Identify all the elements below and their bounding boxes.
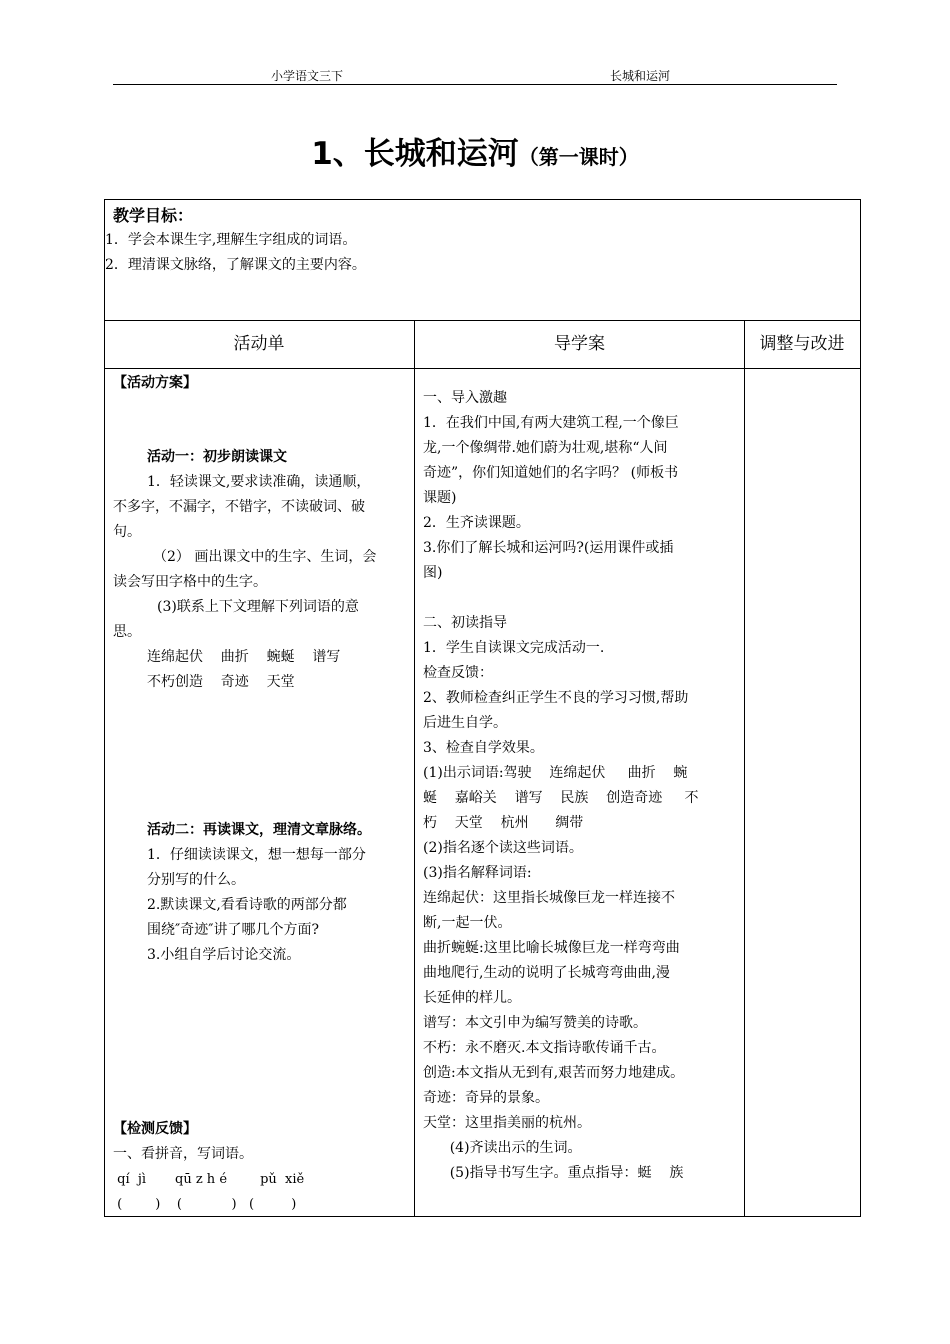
title-sub: （第一课时） <box>518 145 639 169</box>
table-divider <box>104 368 860 369</box>
activity-two-heading: 活动二：再读课文，理清文章脉络。 <box>147 822 371 838</box>
guide-line: 奇迹”，你们知道她们的名字吗？ (师板书 <box>423 465 679 481</box>
activity-line: 读会写田字格中的生字。 <box>113 574 267 590</box>
guide-line: 蜒 嘉峪关 谱写 民族 创造奇迹 不 <box>423 790 699 806</box>
guide-line: (5)指导书写生字。重点指导：蜓 族 <box>423 1165 684 1181</box>
guide-line: 3.你们了解长城和运河吗?(运用课件或插 <box>423 540 674 556</box>
activity-line: 3.小组自学后讨论交流。 <box>147 947 301 963</box>
activity-line: 1．仔细读读课文，想一想每一部分 <box>147 847 366 863</box>
table-divider <box>414 320 415 1216</box>
activity-line: 句。 <box>113 524 141 540</box>
activity-line: （2） 画出课文中的生字、生词，会 <box>153 549 377 565</box>
guide-line: (1)出示词语:驾驶 连绵起伏 曲折 蜿 <box>423 765 688 781</box>
guide-line: 连绵起伏：这里指长城像巨龙一样连接不 <box>423 890 675 906</box>
answer-blanks: ( ) ( ) ( ) <box>113 1197 297 1212</box>
guide-line: 朽 天堂 杭州 绸带 <box>423 815 584 831</box>
activity-line: 围绕″奇迹″讲了哪几个方面? <box>147 922 319 938</box>
plan-heading: 【活动方案】 <box>113 375 197 391</box>
check-line: 一、看拼音，写词语。 <box>113 1146 253 1162</box>
activity-line: (3)联系上下文理解下列词语的意 <box>157 599 359 615</box>
column-guide: 导学案 <box>554 334 605 354</box>
guide-line: 检查反馈： <box>423 665 493 681</box>
guide-line: 二、初读指导 <box>423 615 507 631</box>
header-lesson: 长城和运河 <box>610 69 671 83</box>
guide-line: 图) <box>423 565 443 581</box>
column-activity: 活动单 <box>233 334 285 354</box>
guide-line: 长延伸的样儿。 <box>423 990 521 1006</box>
check-heading: 【检测反馈】 <box>113 1121 197 1137</box>
guide-line: 1．学生自读课文完成活动一. <box>423 640 605 656</box>
guide-line: 3、检查自学效果。 <box>423 740 544 756</box>
activity-line: 不多字，不漏字，不错字，不读破词、破 <box>113 499 365 515</box>
page-title <box>0 128 950 173</box>
objective-item: 1．学会本课生字,理解生字组成的词语。 <box>105 232 357 248</box>
header-subject: 小学语文三下 <box>271 69 344 83</box>
activity-line: 1．轻读课文,要求读准确，读通顺， <box>147 474 371 490</box>
activity-line: 分别写的什么。 <box>147 872 245 888</box>
guide-spacer <box>423 586 741 611</box>
activity-one-heading: 活动一：初步朗读课文 <box>147 449 287 465</box>
guide-line: 后进生自学。 <box>423 715 507 731</box>
check-section <box>113 1117 411 1217</box>
page-header <box>113 64 837 85</box>
guide-line: 龙,一个像绸带.她们蔚为壮观,堪称“人间 <box>423 440 668 456</box>
guide-line: (4)齐读出示的生词。 <box>423 1140 582 1156</box>
activity-line: 2.默读课文,看看诗歌的两部分都 <box>147 897 347 913</box>
guide-line: 一、导入激趣 <box>423 390 507 406</box>
guide-line: 谱写：本文引申为编写赞美的诗歌。 <box>423 1015 647 1031</box>
guide-line: 天堂：这里指美丽的杭州。 <box>423 1115 591 1131</box>
activity-column <box>113 371 411 396</box>
guide-line: 创造:本文指从无到有,艰苦而努力地建成。 <box>423 1065 685 1081</box>
guide-column <box>423 386 741 1186</box>
guide-line: 不朽：永不磨灭.本文指诗歌传诵千古。 <box>423 1040 666 1056</box>
guide-line: 2、教师检查纠正学生不良的学习习惯,帮助 <box>423 690 689 706</box>
objective-item: 2．理清课文脉络，了解课文的主要内容。 <box>105 257 366 273</box>
activity-two <box>113 818 411 968</box>
activity-line: 不朽创造 奇迹 天堂 <box>147 674 295 690</box>
guide-line: 课题) <box>423 490 457 506</box>
pinyin-line: qí jì qū z h é pǔ xiě <box>113 1172 305 1187</box>
activity-one <box>113 445 411 695</box>
activity-line: 连绵起伏 曲折 蜿蜒 谱写 <box>147 649 341 665</box>
column-adjust: 调整与改进 <box>759 334 845 354</box>
guide-line: (2)指名逐个读这些词语。 <box>423 840 583 856</box>
title-main: 1、长城和运河 <box>311 136 519 172</box>
objectives-heading: 教学目标： <box>113 206 194 225</box>
guide-line: 2．生齐读课题。 <box>423 515 530 531</box>
table-divider <box>744 320 745 1216</box>
guide-line: 1．在我们中国,有两大建筑工程,一个像巨 <box>423 415 679 431</box>
guide-line: 曲地爬行,生动的说明了长城弯弯曲曲,漫 <box>423 965 670 981</box>
activity-line: 思。 <box>113 624 141 640</box>
guide-line: (3)指名解释词语: <box>423 865 532 881</box>
guide-line: 断,一起一伏。 <box>423 915 512 931</box>
guide-line: 曲折蜿蜒:这里比喻长城像巨龙一样弯弯曲 <box>423 940 680 956</box>
guide-line: 奇迹：奇异的景象。 <box>423 1090 549 1106</box>
